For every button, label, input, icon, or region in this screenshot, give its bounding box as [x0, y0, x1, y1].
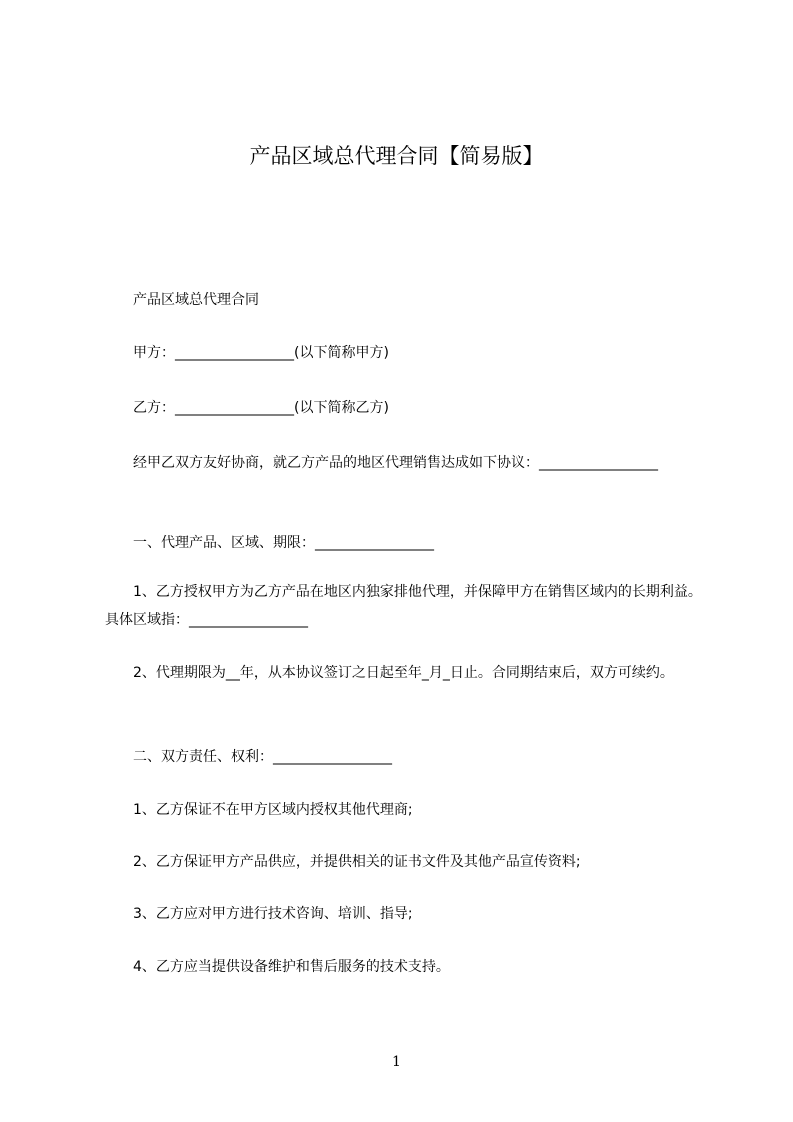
preamble-paragraph: 经甲乙双方友好协商，就乙方产品的地区代理销售达成如下协议：_________________ [133, 455, 658, 471]
party-b-line: 乙方：_________________(以下简称乙方) [133, 400, 389, 416]
page-number: 1 [392, 1054, 401, 1070]
clause-2-4: 4、乙方应当提供设备维护和售后服务的技术支持。 [133, 959, 450, 975]
clause-2-1: 1、乙方保证不在甲方区域内授权其他代理商; [133, 802, 413, 818]
clause-1-2: 2、代理期限为__年，从本协议签订之日起至年_月_日止。合同期结束后，双方可续约。 [133, 665, 674, 681]
section-2-heading: 二、双方责任、权利：_________________ [133, 749, 392, 765]
section-1-heading: 一、代理产品、区域、期限：_________________ [133, 535, 434, 551]
contract-heading: 产品区域总代理合同 [133, 292, 259, 308]
clause-2-2: 2、乙方保证甲方产品供应，并提供相关的证书文件及其他产品宣传资料; [133, 854, 581, 870]
party-a-line: 甲方：_________________(以下简称甲方) [133, 345, 389, 361]
clause-1-1: 1、乙方授权甲方为乙方产品在地区内独家排他代理，并保障甲方在销售区域内的长期利益。具体区域指：_________________ [105, 584, 702, 628]
clause-2-3: 3、乙方应对甲方进行技术咨询、培训、指导; [133, 906, 413, 922]
document-title: 产品区域总代理合同【简易版】 [249, 144, 544, 168]
